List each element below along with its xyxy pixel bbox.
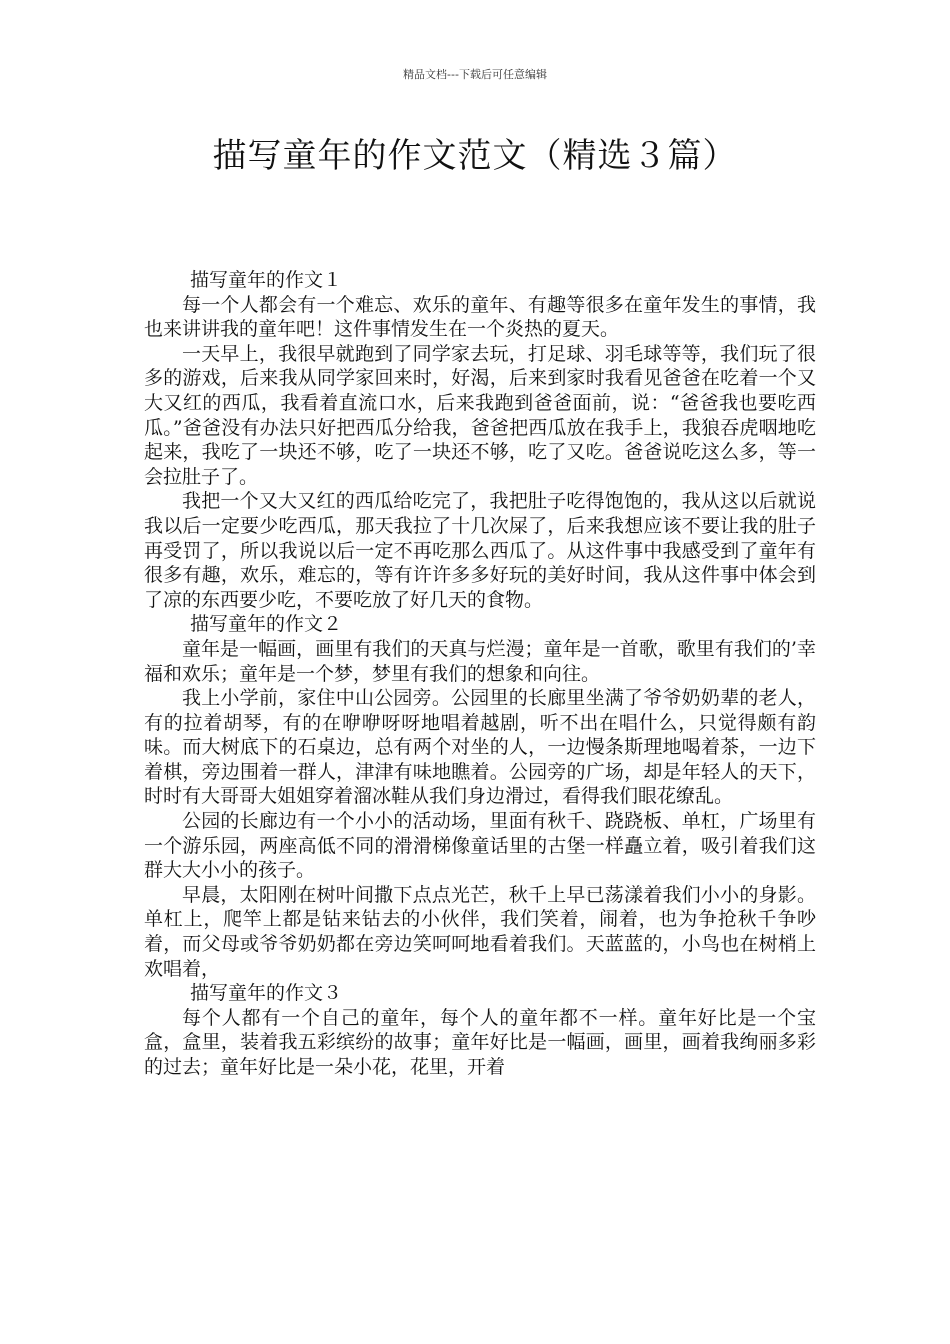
paragraph: 我上小学前，家住中山公园旁。公园里的长廊里坐满了爷爷奶奶辈的老人，有的拉着胡琴，有的在咿咿呀呀地唱着越剧，听不出在唱什么，只觉得颇有韵味。而大树底下的石桌边，总有两个对坐的人，一边慢条斯理地喝着茶，一边下着棋，旁边围着一群人，津津有味地瞧着。公园旁的广场，却是年轻人的天下，时时有大哥哥大姐姐穿着溜冰鞋从我们身边滑过，看得我们眼花缭乱。 (144, 687, 816, 808)
document-title: 描写童年的作文范文（精选３篇） (212, 136, 738, 176)
paragraph: 童年是一幅画，画里有我们的天真与烂漫；童年是一首歌，歌里有我们的’幸福和欢乐；童年是一个梦，梦里有我们的想象和向往。 (144, 637, 816, 685)
section-heading: 描写童年的作文２ (190, 613, 343, 636)
paragraph: 我把一个又大又红的西瓜给吃完了，我把肚子吃得饱饱的，我从这以后就说我以后一定要少吃西瓜，那天我拉了十几次屎了，后来我想应该不要让我的肚子再受罚了，所以我说以后一定不再吃那么西瓜了。从这件事中我感受到了童年有很多有趣，欢乐，难忘的，等有许许多多好玩的美好时间，我从这件事中体会到了凉的东西要少吃，不要吃放了好几天的食物。 (144, 490, 816, 611)
paragraph: 公园的长廊边有一个小小的活动场，里面有秋千、跷跷板、单杠，广场里有一个游乐园，两座高低不同的滑滑梯像童话里的古堡一样矗立着，吸引着我们这群大大小小的孩子。 (144, 810, 816, 882)
page-header: 精品文档---下载后可任意编辑 (403, 68, 547, 81)
section-heading: 描写童年的作文１ (190, 269, 343, 291)
section-heading: 描写童年的作文３ (190, 982, 343, 1005)
paragraph: 每个人都有一个自己的童年，每个人的童年都不一样。童年好比是一个宝盒，盒里，装着我五彩缤纷的故事；童年好比是一幅画，画里，画着我绚丽多彩的过去；童年好比是一朵小花，花里，开着 (144, 1006, 816, 1078)
paragraph: 每一个人都会有一个难忘、欢乐的童年、有趣等很多在童年发生的事情，我也来讲讲我的童年吧！这件事情发生在一个炎热的夏天。 (144, 293, 816, 341)
paragraph: 早晨，太阳刚在树叶间撒下点点光芒，秋千上早已荡漾着我们小小的身影。单杠上，爬竿上都是钻来钻去的小伙伴，我们笑着，闹着，也为争抢秋千争吵着，而父母或爷爷奶奶都在旁边笑呵呵地看着我们。天蓝蓝的，小鸟也在树梢上欢唱着， (144, 883, 816, 980)
document-body (144, 268, 816, 1080)
paragraph: 一天早上，我很早就跑到了同学家去玩，打足球、羽毛球等等，我们玩了很多的游戏，后来我从同学家回来时，好渴，后来到家时我看见爸爸在吃着一个又大又红的西瓜，我看着直流口水，后来我跑到爸爸面前，说：“爸爸我也要吃西瓜。”爸爸没有办法只好把西瓜分给我，爸爸把西瓜放在我手上，我狼吞虎咽地吃起来，我吃了一块还不够，吃了一块还不够，吃了又吃。爸爸说吃这么多，等一会拉肚子了。 (144, 342, 816, 488)
